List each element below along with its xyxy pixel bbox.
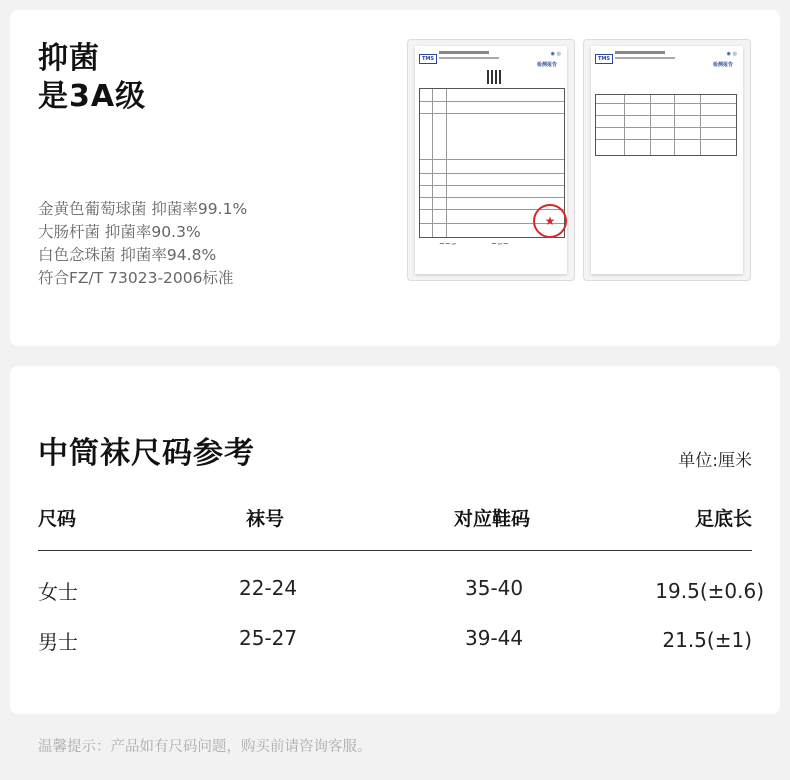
report-header-lines bbox=[615, 57, 675, 59]
signature-icon: ~∽~ bbox=[491, 240, 509, 248]
accreditation-logos-icon: ◉ ◎ bbox=[550, 51, 561, 57]
unit-label: 单位:厘米 bbox=[678, 451, 752, 471]
report-paper bbox=[591, 46, 743, 274]
header-foot-length: 足底长 bbox=[694, 508, 752, 530]
size-chart-title: 中筒袜尺码参考 bbox=[38, 436, 255, 471]
report-header-lines bbox=[439, 51, 489, 54]
stat-ecoli: 大肠杆菌 抑菌率90.3% bbox=[38, 223, 201, 241]
row-label: 女士 bbox=[38, 580, 78, 604]
tms-logo-icon: TMS bbox=[419, 54, 437, 64]
header-shoe-size: 对应鞋码 bbox=[454, 508, 531, 530]
red-seal-stamp-icon: ★ bbox=[533, 204, 567, 238]
stat-candida: 白色念珠菌 抑菌率94.8% bbox=[38, 246, 217, 264]
signature-icon: ~~∽ bbox=[439, 240, 457, 248]
headline-line-2: 是3A级 bbox=[38, 79, 147, 114]
size-chart-card bbox=[10, 366, 780, 714]
size-tip: 温馨提示：产品如有尺码问题，购买前请咨询客服。 bbox=[38, 739, 372, 755]
report-title: 检测报告 bbox=[712, 62, 733, 68]
header-divider bbox=[38, 550, 752, 551]
antibacterial-headline bbox=[38, 40, 146, 116]
report-table bbox=[595, 94, 737, 156]
foot-length-cell: 21.5(±1) bbox=[662, 628, 752, 652]
antibacterial-card bbox=[10, 10, 780, 346]
shoe-size-cell: 35-40 bbox=[465, 576, 524, 600]
shoe-size-cell: 39-44 bbox=[465, 626, 524, 650]
report-title: 检测报告 bbox=[536, 62, 557, 68]
accreditation-logos-icon: ◉ ◎ bbox=[726, 51, 737, 57]
header-sock-number: 袜号 bbox=[246, 508, 285, 530]
foot-length-cell: 19.5(±0.6) bbox=[655, 579, 764, 603]
report-paper bbox=[415, 46, 567, 274]
stat-staph: 金黄色葡萄球菌 抑菌率99.1% bbox=[38, 200, 248, 218]
headline-line-1: 抑菌 bbox=[38, 41, 100, 76]
test-report-image-2 bbox=[584, 40, 750, 280]
report-header-lines bbox=[615, 51, 665, 54]
stat-standard: 符合FZ/T 73023-2006标准 bbox=[38, 269, 234, 287]
qr-code-icon bbox=[487, 70, 501, 84]
test-report-image-1 bbox=[408, 40, 574, 280]
tms-logo-icon: TMS bbox=[595, 54, 613, 64]
report-header-lines bbox=[439, 57, 499, 59]
row-label: 男士 bbox=[38, 630, 78, 654]
sock-number-cell: 22-24 bbox=[239, 576, 298, 600]
header-size: 尺码 bbox=[38, 508, 77, 530]
antibacterial-stats bbox=[38, 198, 247, 290]
sock-number-cell: 25-27 bbox=[239, 626, 298, 650]
